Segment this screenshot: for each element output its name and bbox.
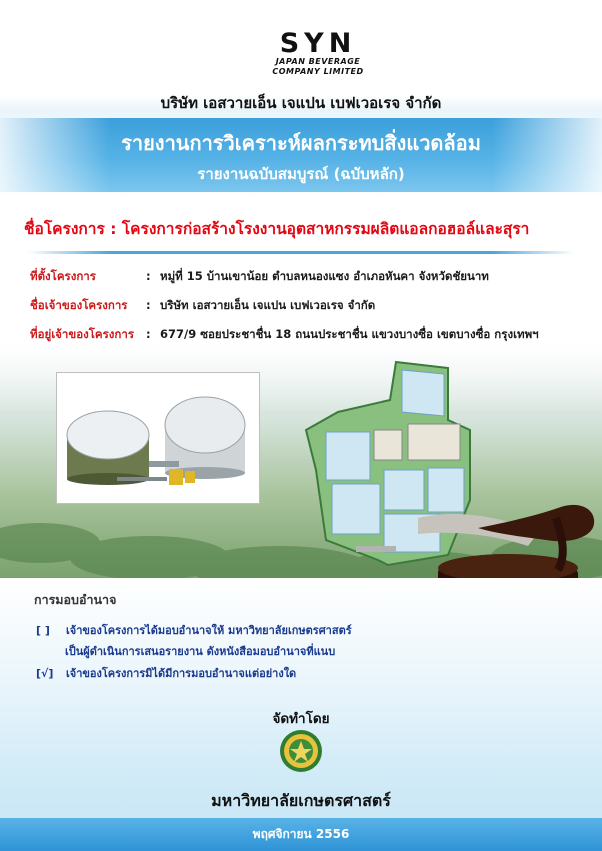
- report-date: พฤศจิกายน 2556: [252, 827, 350, 841]
- info-value: 677/9 ซอยประชาชื่น 18 ถนนประชาชื่น แขวงบางซื่อ เขตบางซื่อ กรุงเทพฯ: [160, 327, 539, 341]
- checkbox-empty: [ ]: [36, 624, 50, 637]
- prepared-by-label: จัดทำโดย: [272, 711, 330, 727]
- checkbox-checked: [√]: [36, 667, 54, 680]
- info-value: หมู่ที่ 15 บ้านเขาน้อย ตำบลหนองแซง อำเภอหันคา จังหวัดชัยนาท: [160, 269, 489, 283]
- info-row-owner: ชื่อเจ้าของโครงการ : บริษัท เอสวายเอ็น เจแปน เบฟเวอเรจ จำกัด: [30, 297, 375, 315]
- option-1-text: เจ้าของโครงการได้มอบอำนาจให้ มหาวิทยาลัยเกษตรศาสตร์: [66, 624, 352, 637]
- company-name: บริษัท เอสวายเอ็น เจแปน เบฟเวอเรจ จำกัด: [160, 94, 442, 112]
- option-2-text: เจ้าของโครงการมิได้มีการมอบอำนาจแต่อย่างใด: [66, 667, 297, 680]
- report-subtitle: รายงานฉบับสมบูรณ์ (ฉบับหลัก): [197, 165, 405, 183]
- university-seal-icon: [279, 729, 323, 773]
- authorization-option-2: [36, 664, 296, 682]
- report-title: รายงานการวิเคราะห์ผลกระทบสิ่งแวดล้อม: [121, 131, 481, 155]
- authorization-option-1: [36, 621, 352, 639]
- info-label: ที่อยู่เจ้าของโครงการ: [30, 327, 134, 341]
- option-1-text-line-2: เป็นผู้ดำเนินการเสนอรายงาน ดังหนังสือมอบอำนาจที่แนบ: [65, 645, 336, 658]
- logo-line-2: JAPAN BEVERAGE: [275, 57, 361, 66]
- logo-mark: SYN: [279, 28, 357, 59]
- company-logo: [258, 30, 378, 77]
- project-title: ชื่อโครงการ : โครงการก่อสร้างโรงงานอุตสาหกรรมผลิตแอลกอฮอล์และสุรา: [24, 220, 530, 238]
- info-value: บริษัท เอสวายเอ็น เจแปน เบฟเวอเรจ จำกัด: [160, 298, 376, 312]
- info-row-location: ที่ตั้งโครงการ : หมู่ที่ 15 บ้านเขาน้อย ตำบลหนองแซง อำเภอหันคา จังหวัดชัยนาท: [30, 268, 489, 286]
- info-row-address: ที่อยู่เจ้าของโครงการ : 677/9 ซอยประชาชื่น 18 ถนนประชาชื่น แขวงบางซื่อ เขตบางซื่อ กรุงเทพฯ: [30, 326, 539, 344]
- biogas-digester-image: [56, 372, 260, 504]
- university-name: มหาวิทยาลัยเกษตรศาสตร์: [211, 791, 391, 810]
- info-label: ที่ตั้งโครงการ: [30, 269, 96, 283]
- logo-line-3: COMPANY LIMITED: [272, 67, 364, 76]
- info-label: ชื่อเจ้าของโครงการ: [30, 298, 128, 312]
- divider: [28, 251, 574, 254]
- authorization-heading: การมอบอำนาจ: [34, 592, 117, 607]
